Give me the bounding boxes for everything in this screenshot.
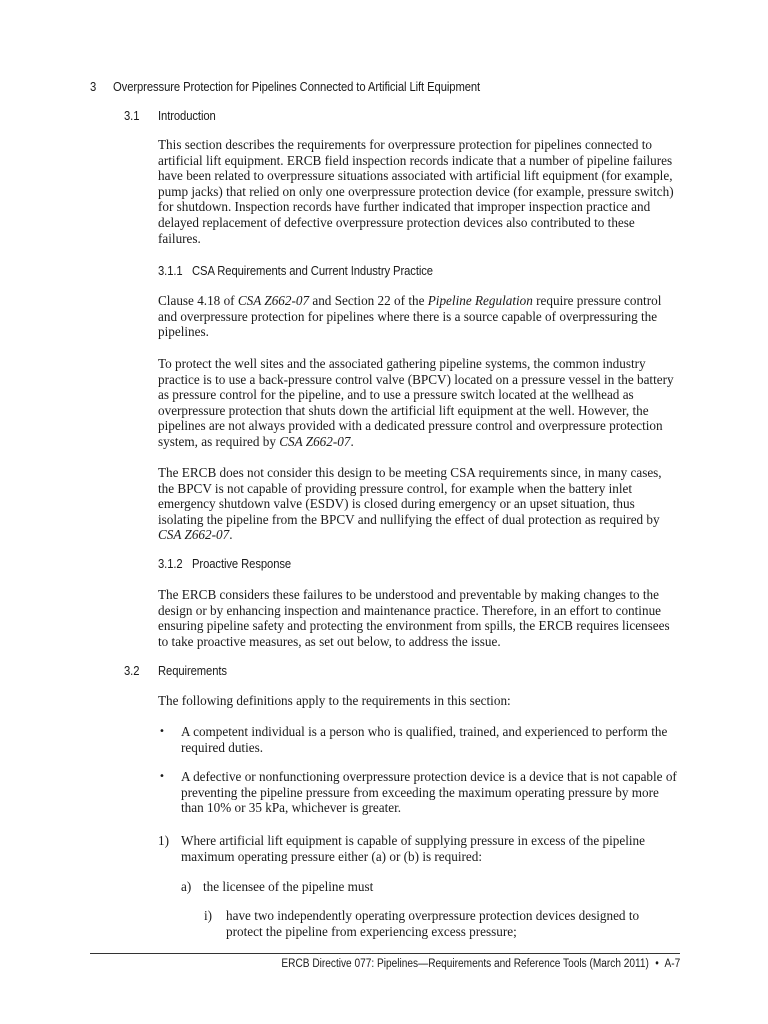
list-marker: 1) xyxy=(158,833,169,848)
footer-text: ERCB Directive 077: Pipelines—Requirements and Reference Tools (March 2011) xyxy=(281,958,649,970)
list-marker: a) xyxy=(181,879,192,894)
footer-rule xyxy=(90,953,680,954)
definition-item: A competent individual is a person who is qualified, trained, and experienced to perform the required duties. xyxy=(181,724,668,755)
ercb-position-paragraph: The ERCB does not consider this design to be meeting CSA requirements since, in many cases, the BPCV is not capable of providing pressure control, for example when the battery inlet emergency shutdown valve (ESDV) is closed during emergency or an upset situation, thus isolating the pipeline from the BPCV and nullifying the effect of dual protection as required by CSA Z662-07. xyxy=(158,465,662,543)
footer-separator: • xyxy=(654,958,659,970)
industry-practice-paragraph: To protect the well sites and the associated gathering pipeline systems, the common industry practice is to use a back-pressure control valve (BPCV) located on a pressure vessel in the battery as pressure control for the pipeline, and to use a pressure switch located at the wellhead as overpressure protection that shuts down the artificial lift equipment at the well. However, the pipelines are not always provided with a dedicated pressure control and overpressure protection system, as required by CSA Z662-07. xyxy=(158,356,674,449)
subsubsection-title: CSA Requirements and Current Industry Practice xyxy=(192,264,433,278)
subsection-number: 3.1 xyxy=(124,109,140,123)
definitions-intro: The following definitions apply to the requirements in this section: xyxy=(158,693,511,708)
subsubsection-number: 3.1.1 xyxy=(158,264,183,278)
definition-item: A defective or nonfunctioning overpressure protection device is a device that is not capable of preventing the pipeline pressure from exceeding the maximum operating pressure by more than 10% or 35 kPa, whichever is greater. xyxy=(181,769,677,816)
section-title: Overpressure Protection for Pipelines Connected to Artificial Lift Equipment xyxy=(113,80,481,94)
page-footer xyxy=(281,958,680,970)
intro-paragraph: This section describes the requirements for overpressure protection for pipelines connected to artificial lift equipment. ERCB field inspection records indicate that a number of pipeline failures have been related to overpressure situations associated with artificial lift equipment (for example, pump jacks) that relied on only one overpressure protection device (for example, pressure switch) for shutdown. Inspection records have further indicated that improper inspection practice and delayed replacement of defective overpressure protection devices also contributed to these failures. xyxy=(158,137,674,246)
subsection-number: 3.2 xyxy=(124,664,140,678)
bullet-icon: • xyxy=(159,726,165,737)
subsubsection-title: Proactive Response xyxy=(192,557,292,571)
page-number: A-7 xyxy=(664,958,680,970)
csa-clause-paragraph: Clause 4.18 of CSA Z662-07 and Section 22 of the Pipeline Regulation require pressure control and overpressure protection for pipelines where there is a source capable of overpressuring the pipelines. xyxy=(158,293,662,340)
proactive-paragraph: The ERCB considers these failures to be understood and preventable by making changes to the design or by enhancing inspection and maintenance practice. Therefore, in an effort to continue ensuring pipeline safety and protecting the environment from spills, the ERCB requires licensees to take proactive measures, as set out below, to address the issue. xyxy=(158,587,670,649)
subsection-title: Requirements xyxy=(158,664,227,678)
list-marker: i) xyxy=(204,908,213,923)
list-item: have two independently operating overpressure protection devices designed to protect the pipeline from experiencing excess pressure; xyxy=(226,908,640,939)
subsection-title: Introduction xyxy=(158,109,216,123)
subsubsection-number: 3.1.2 xyxy=(158,557,183,571)
list-item: Where artificial lift equipment is capable of supplying pressure in excess of the pipeline maximum operating pressure either (a) or (b) is required: xyxy=(181,833,645,864)
section-number: 3 xyxy=(90,80,97,94)
bullet-icon: • xyxy=(159,771,165,782)
list-item: the licensee of the pipeline must xyxy=(203,879,374,894)
